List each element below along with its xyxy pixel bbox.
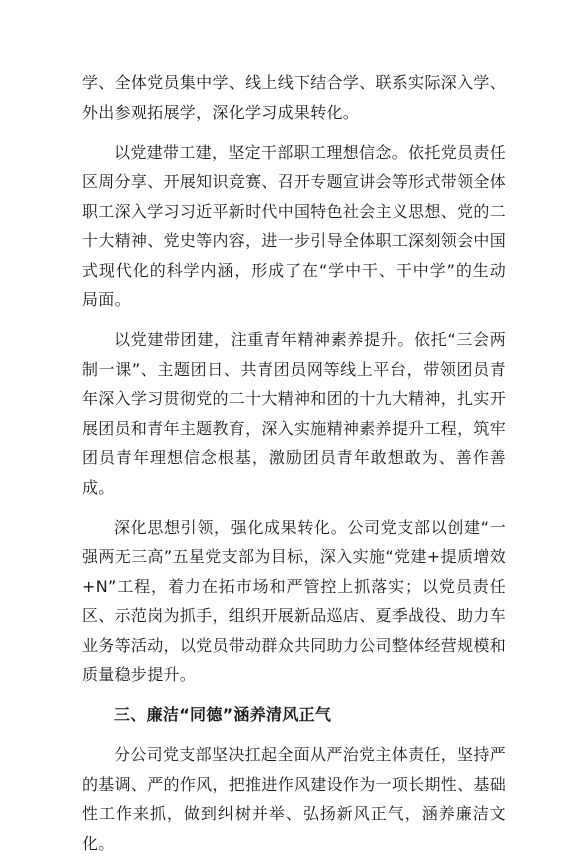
section-heading: 三、廉洁“同德”涵养清风正气: [114, 705, 332, 724]
document-body: [82, 68, 506, 858]
paragraph-continued: 学、全体党员集中学、线上线下结合学、联系实际深入学、外出参观拓展学，深化学习成果转化。: [82, 73, 506, 122]
paragraph-integrity: 分公司党支部坚决扛起全面从严治党主体责任，坚持严的基调、严的作风，把推进作风建设作为一项长期性、基础性工作来抓，做到纠树并举、弘扬新风正气，涵养廉洁文化。: [82, 745, 506, 853]
paragraph-youth-league: 以党建带团建，注重青年精神素养提升。依托“三会两制一课”、主题团日、共青团员网等线上平台，带领团员青年深入学习贯彻党的二十大精神和团的十九大精神，扎实开展团员和青年主题教育，深入实施精神素养提升工程，筑牢团员青年理想信念根基，激励团员青年敢想敢为、善作善成。: [82, 330, 506, 497]
paragraph-worker-union: 以党建带工建，坚定干部职工理想信念。依托党员责任区周分享、开展知识竞赛、召开专题宣讲会等形式带领全体职工深入学习习近平新时代中国特色社会主义思想、党的二十大精神、党史等内容，进一步引导全体职工深刻领会中国式现代化的科学内涵，形成了在“学中干、干中学”的生动局面。: [82, 142, 506, 309]
paragraph-ideological-guidance: 深化思想引领，强化成果转化。公司党支部以创建“一强两无三高”五星党支部为目标，深入实施“党建+提质增效+N”工程，着力在拓市场和严管控上抓落实；以党员责任区、示范岗为抓手，组织开展新品巡店、夏季战役、助力车业务等活动，以党员带动群众共同助力公司整体经营规模和质量稳步提升。: [82, 517, 506, 684]
